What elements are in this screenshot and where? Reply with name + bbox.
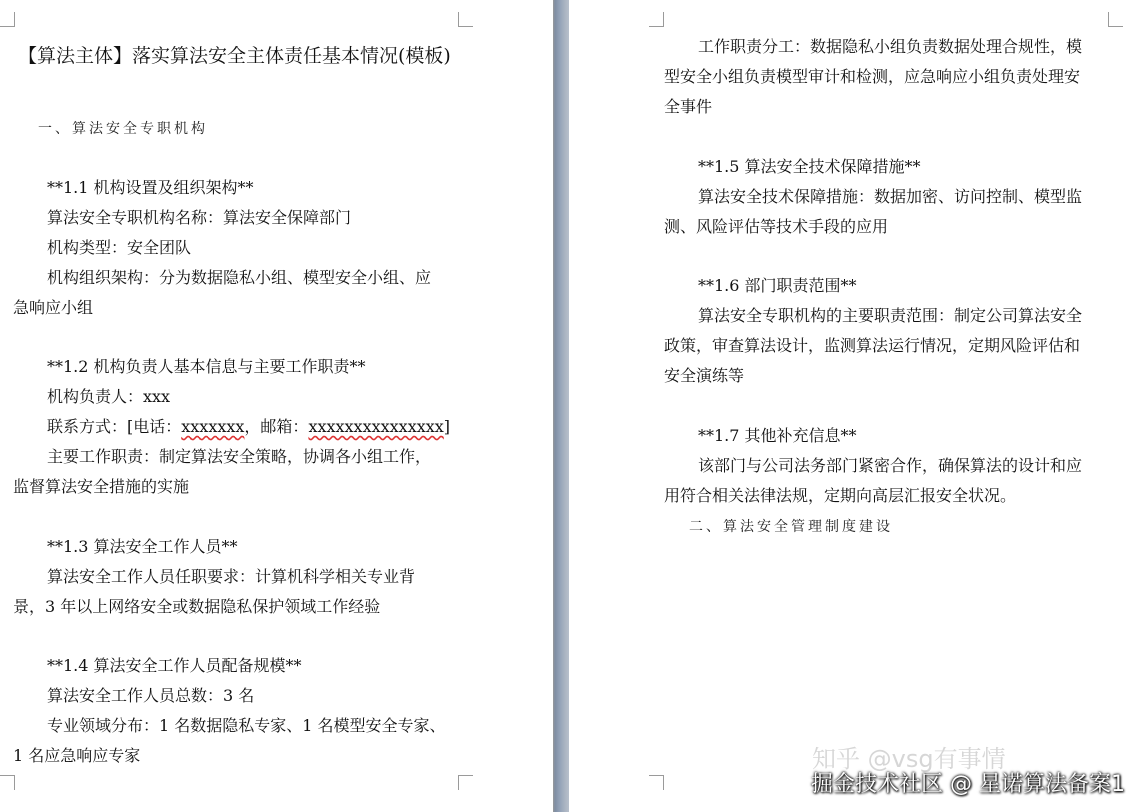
section-heading-2: 二、算法安全管理制度建设 — [689, 519, 893, 535]
org-head-text: 机构负责人：xxx — [47, 387, 171, 406]
zhihu-watermark: 知乎 @vsg有事情 — [812, 745, 1006, 773]
org-type-text: 机构类型：安全团队 — [47, 238, 192, 257]
subsection-heading-1-3: **1.3 算法安全工作人员** — [47, 537, 238, 556]
tech-measures-text-cont: 测、风险评估等技术手段的应用 — [664, 217, 889, 236]
subsection-heading-1-7: **1.7 其他补充信息** — [698, 426, 857, 445]
other-info-text: 该部门与公司法务部门紧密合作，确保算法的设计和应 — [698, 456, 1083, 475]
subsection-heading-1-1: **1.1 机构设置及组织架构** — [47, 178, 254, 197]
scope-text-cont: 政策，审查算法设计，监测算法运行情况，定期风险评估和 — [664, 336, 1081, 355]
staff-distribution-text: 专业领域分布：1 名数据隐私专家、1 名模型安全专家、 — [47, 716, 446, 735]
work-division-text-cont-2: 全事件 — [664, 97, 713, 116]
org-name-text: 算法安全专职机构名称：算法安全保障部门 — [47, 208, 352, 227]
staff-total-text: 算法安全工作人员总数：3 名 — [47, 686, 255, 705]
email-value: xxxxxxxxxxxxxxx — [308, 417, 444, 436]
subsection-heading-1-6: **1.6 部门职责范围** — [698, 276, 857, 295]
contact-prefix: 联系方式：[电话： — [47, 417, 182, 436]
scope-text-cont-2: 安全演练等 — [664, 366, 745, 385]
crop-mark-bottom-left — [0, 775, 15, 790]
crop-mark-top-right — [1108, 12, 1123, 27]
crop-mark-top-left — [649, 12, 664, 27]
staff-distribution-text-cont: 1 名应急响应专家 — [13, 746, 141, 765]
tech-measures-text: 算法安全技术保障措施：数据加密、访问控制、模型监 — [698, 187, 1083, 206]
crop-mark-top-right — [458, 12, 473, 27]
juejin-watermark: 掘金技术社区 @ 星诺算法备案1 — [811, 772, 1125, 797]
phone-value: xxxxxxx — [181, 417, 245, 436]
left-document-page — [0, 0, 553, 812]
contact-suffix: ] — [443, 417, 451, 436]
other-info-text-cont: 用符合相关法律法规，定期向高层汇报安全状况。 — [664, 486, 1017, 505]
section-heading-1: 一、算法安全专职机构 — [38, 121, 208, 137]
scope-text: 算法安全专职机构的主要职责范围：制定公司算法安全 — [698, 306, 1083, 325]
crop-mark-bottom-left — [649, 775, 664, 790]
crop-mark-bottom-right — [458, 775, 473, 790]
contact-info-text — [47, 417, 450, 437]
document-title: 【算法主体】落实算法安全主体责任基本情况(模板) — [18, 45, 451, 67]
subsection-heading-1-2: **1.2 机构负责人基本信息与主要工作职责** — [47, 357, 366, 376]
staff-requirement-text: 算法安全工作人员任职要求：计算机科学相关专业背 — [47, 567, 416, 586]
staff-requirement-text-cont: 景，3 年以上网络安全或数据隐私保护领域工作经验 — [13, 597, 381, 616]
org-structure-text: 机构组织架构：分为数据隐私小组、模型安全小组、应 — [47, 268, 432, 287]
right-document-page — [569, 0, 1147, 812]
contact-mid: ，邮箱： — [244, 417, 309, 436]
work-division-text-cont: 型安全小组负责模型审计和检测，应急响应小组负责处理安 — [664, 67, 1081, 86]
subsection-heading-1-5: **1.5 算法安全技术保障措施** — [698, 157, 921, 176]
work-division-text: 工作职责分工：数据隐私小组负责数据处理合规性，模 — [698, 37, 1083, 56]
org-structure-text-cont: 急响应小组 — [13, 298, 94, 317]
main-duty-text: 主要工作职责：制定算法安全策略，协调各小组工作， — [47, 447, 432, 466]
subsection-heading-1-4: **1.4 算法安全工作人员配备规模** — [47, 656, 302, 675]
main-duty-text-cont: 监督算法安全措施的实施 — [13, 477, 190, 496]
page-gutter — [553, 0, 569, 812]
crop-mark-top-left — [0, 12, 15, 27]
